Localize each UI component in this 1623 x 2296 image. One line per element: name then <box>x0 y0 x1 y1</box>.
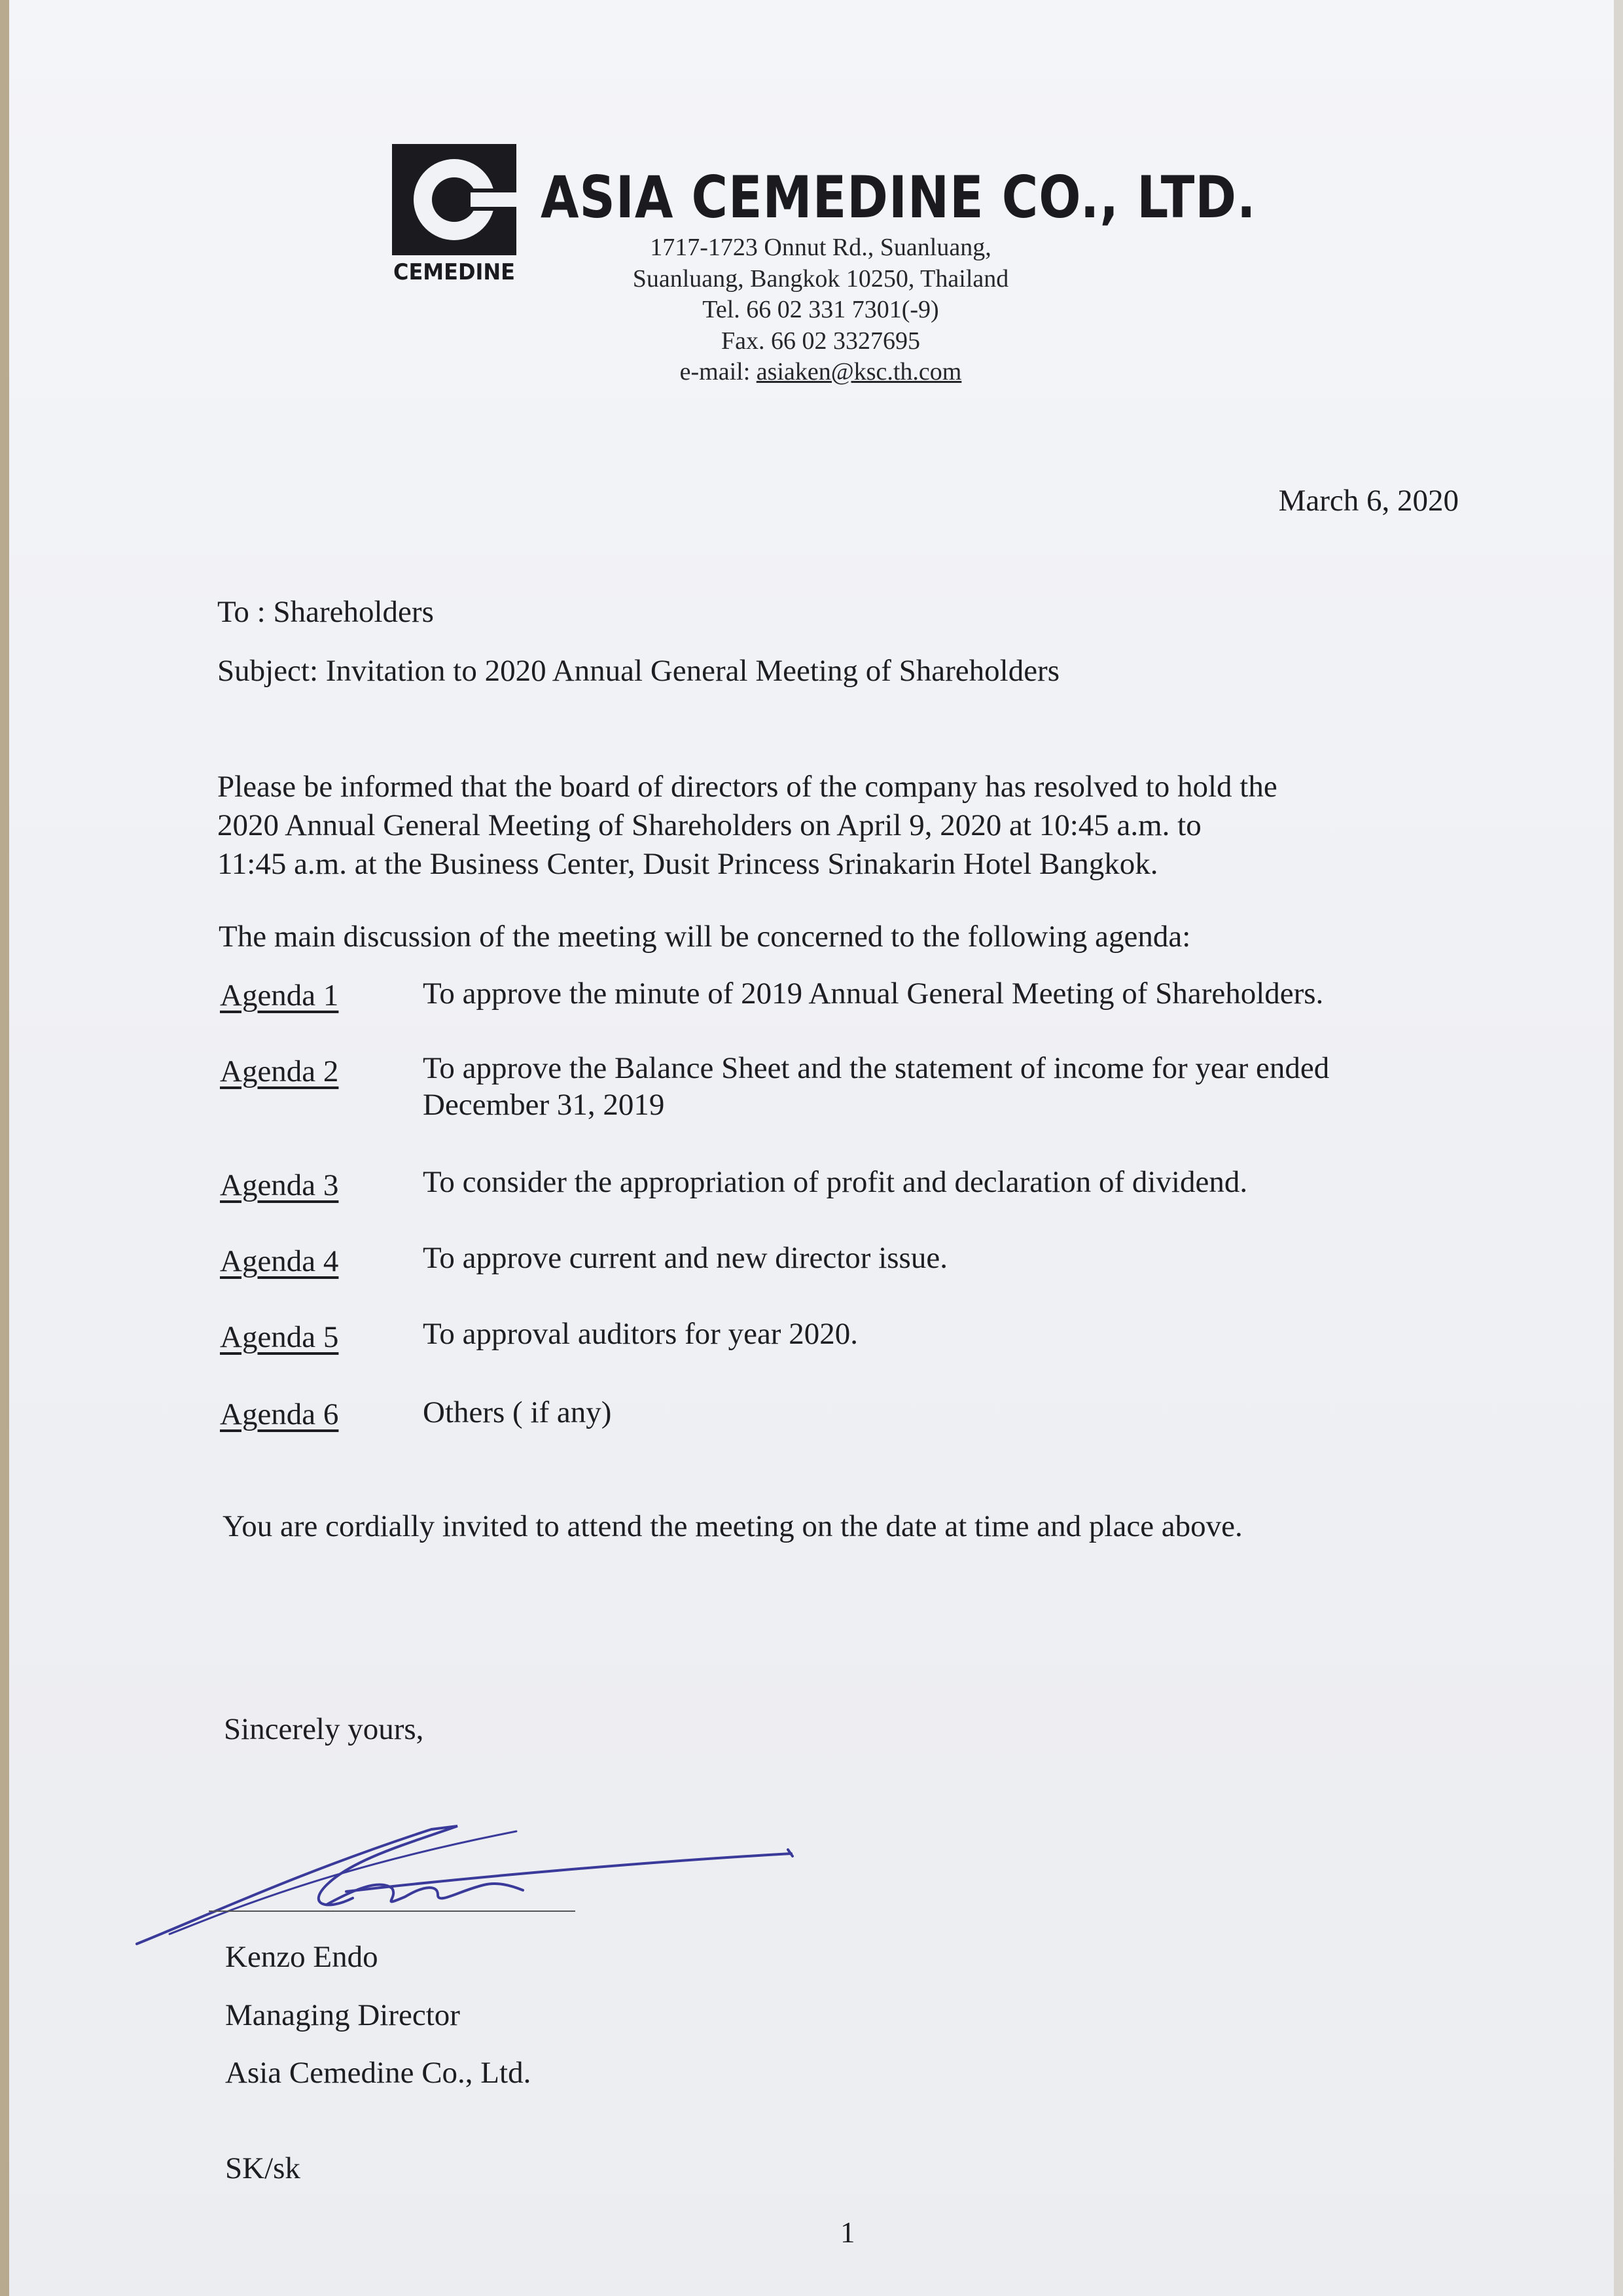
page-left-edge <box>0 0 9 2296</box>
fax: Fax. 66 02 3327695 <box>721 327 920 355</box>
intro-paragraph <box>217 768 1277 884</box>
agenda-6-line-1: Others ( if any) <box>423 1395 612 1429</box>
signature <box>130 1813 804 1957</box>
email-link[interactable]: asiaken@ksc.th.com <box>756 358 962 386</box>
sign-off: Sincerely yours, <box>224 1712 424 1746</box>
address-line-2: Suanluang, Bangkok 10250, Thailand <box>632 264 1009 293</box>
intro-line-2: 2020 Annual General Meeting of Shareholders on April 9, 2020 at 10:45 a.m. to <box>217 808 1202 842</box>
agenda-label-2: Agenda 2 <box>220 1054 339 1088</box>
intro-line-3: 11:45 a.m. at the Business Center, Dusit Princess Srinakarin Hotel Bangkok. <box>217 847 1158 881</box>
email-label: e-mail: <box>679 358 757 386</box>
signer-company: Asia Cemedine Co., Ltd. <box>225 2056 531 2090</box>
closing-line: You are cordially invited to attend the meeting on the date at time and place above. <box>223 1509 1243 1543</box>
address-line-1: 1717-1723 Onnut Rd., Suanluang, <box>650 234 991 261</box>
agenda-3-line-1: To consider the appropriation of profit and declaration of dividend. <box>423 1165 1248 1199</box>
agenda-text-1 <box>423 975 1323 1012</box>
page-right-edge <box>1614 0 1623 2296</box>
intro-line-1: Please be informed that the board of directors of the company has resolved to hold the <box>217 770 1277 804</box>
agenda-label-1: Agenda 1 <box>220 978 339 1013</box>
agenda-text-2 <box>423 1050 1329 1123</box>
agenda-intro: The main discussion of the meeting will be concerned to the following agenda: <box>219 920 1191 954</box>
signer-name: Kenzo Endo <box>225 1940 378 1974</box>
agenda-label-5: Agenda 5 <box>220 1320 339 1354</box>
letter-page <box>9 0 1614 2296</box>
company-name: ASIA CEMEDINE CO., LTD. <box>541 164 1257 231</box>
agenda-text-6 <box>423 1394 611 1431</box>
email-line <box>585 357 1056 388</box>
cemedine-logo <box>392 144 516 285</box>
agenda-text-3 <box>423 1164 1247 1200</box>
subject-line: Subject: Invitation to 2020 Annual General Meeting of Shareholders <box>217 654 1060 688</box>
agenda-text-5 <box>423 1316 858 1352</box>
letter-date: March 6, 2020 <box>1278 484 1459 518</box>
agenda-1-line-1: To approve the minute of 2019 Annual General Meeting of Shareholders. <box>423 977 1324 1011</box>
agenda-label-3: Agenda 3 <box>220 1168 339 1202</box>
agenda-2-line-2: December 31, 2019 <box>423 1088 665 1122</box>
agenda-4-line-1: To approve current and new director issue. <box>423 1241 948 1275</box>
page-number: 1 <box>840 2216 855 2249</box>
agenda-2-line-1: To approve the Balance Sheet and the statement of income for year ended <box>423 1051 1330 1085</box>
agenda-label-4: Agenda 4 <box>220 1244 339 1278</box>
agenda-label-6: Agenda 6 <box>220 1397 339 1431</box>
logo-text: CEMEDINE <box>393 259 515 285</box>
reference-initials: SK/sk <box>225 2151 300 2185</box>
telephone: Tel. 66 02 331 7301(-9) <box>702 296 939 323</box>
company-address <box>585 232 1056 388</box>
signer-title: Managing Director <box>225 1998 460 2032</box>
agenda-5-line-1: To approval auditors for year 2020. <box>423 1317 858 1351</box>
recipient-line: To : Shareholders <box>217 595 434 629</box>
agenda-text-4 <box>423 1240 948 1276</box>
